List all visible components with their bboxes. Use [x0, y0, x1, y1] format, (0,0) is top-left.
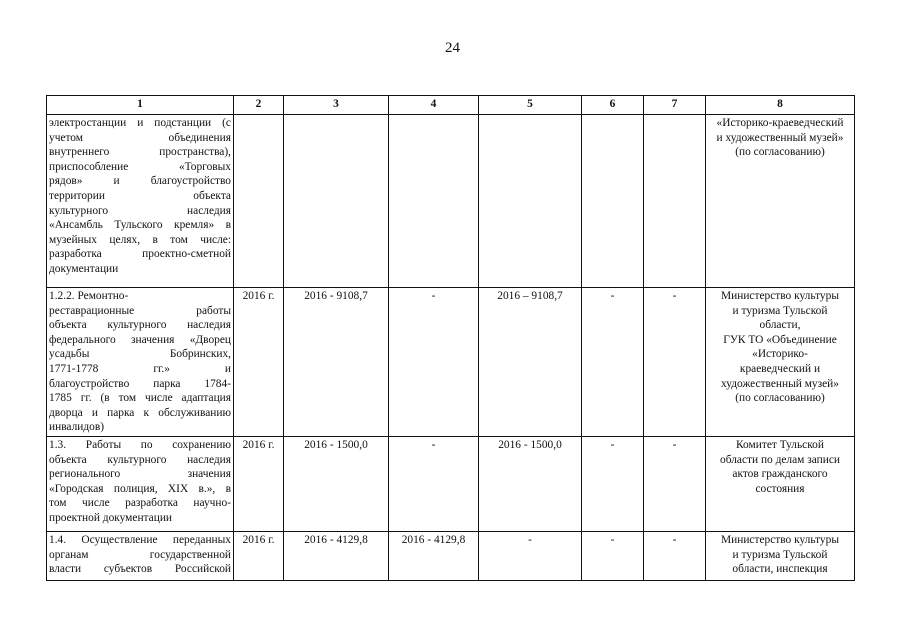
- text-line: том числе разработка научно-: [49, 497, 231, 510]
- text-line: федерального значения «Дворец: [49, 333, 231, 346]
- text-line: и туризма Тульской: [732, 548, 828, 561]
- text-line: инвалидов): [49, 421, 105, 434]
- cell-description: [47, 436, 234, 531]
- text-line: власти субъектов Российской: [49, 563, 231, 576]
- text-line: ГУК ТО «Объединение: [723, 333, 837, 346]
- text-line: 1.4. Осуществление переданных: [49, 533, 231, 546]
- text-line: Комитет Тульской: [736, 438, 824, 451]
- cell-col-4: 2016 - 4129,8: [389, 531, 479, 580]
- cell-year: 2016 г.: [234, 436, 284, 531]
- text-line: области,: [759, 319, 801, 332]
- header-col-7: 7: [644, 96, 706, 115]
- cell-col-7: -: [644, 288, 706, 437]
- cell-col-5: [479, 115, 582, 288]
- text-line: актов гражданского: [732, 468, 828, 481]
- text-line: культурного наследия: [49, 204, 231, 217]
- cell-col-6: -: [582, 531, 644, 580]
- text-line: приспособление «Торговых: [49, 160, 231, 173]
- cell-description: [47, 115, 234, 288]
- text-line: внутреннего пространства),: [49, 146, 231, 159]
- text-line: учетом объединения: [49, 131, 231, 144]
- text-line: области по делам записи: [720, 453, 840, 466]
- text-line: благоустройство парка 1784-: [49, 377, 231, 390]
- text-line: «Историко-краеведческий: [716, 117, 844, 129]
- cell-col-4: -: [389, 288, 479, 437]
- cell-responsible: [706, 115, 855, 288]
- cell-responsible: [706, 288, 855, 437]
- table-row: [47, 115, 855, 288]
- header-col-3: 3: [284, 96, 389, 115]
- cell-col-4: -: [389, 436, 479, 531]
- table-header-row: [47, 96, 855, 115]
- cell-year: 2016 г.: [234, 288, 284, 437]
- text-line: Министерство культуры: [721, 290, 839, 302]
- text-line: и туризма Тульской: [732, 304, 828, 317]
- text-line: 1.3. Работы по сохранению: [49, 438, 231, 451]
- text-line: «Ансамбль Тульского кремля» в: [49, 219, 231, 232]
- cell-col-3: [284, 115, 389, 288]
- text-line: усадьбы Бобринских,: [49, 348, 231, 361]
- table-row: [47, 531, 855, 580]
- table-row: [47, 288, 855, 437]
- cell-col-5: -: [479, 531, 582, 580]
- cell-col-6: -: [582, 436, 644, 531]
- table-row: [47, 436, 855, 531]
- text-line: разработка проектно-сметной: [49, 248, 231, 261]
- cell-description: [47, 531, 234, 580]
- cell-responsible: [706, 436, 855, 531]
- cell-year: 2016 г.: [234, 531, 284, 580]
- text-line: электростанции и подстанции (с: [49, 117, 231, 129]
- text-line: регионального значения: [49, 468, 231, 481]
- text-line: рядов» и благоустройство: [49, 175, 231, 188]
- text-line: художественный музей»: [721, 377, 839, 390]
- header-col-1: 1: [47, 96, 234, 115]
- text-line: объекта культурного наследия: [49, 319, 231, 332]
- text-line: 1.2.2. Ремонтно-: [49, 290, 129, 302]
- text-line: музейных целях, в том числе:: [49, 233, 231, 246]
- header-col-6: 6: [582, 96, 644, 115]
- cell-year: [234, 115, 284, 288]
- cell-col-6: [582, 115, 644, 288]
- cell-col-7: -: [644, 531, 706, 580]
- cell-col-7: -: [644, 436, 706, 531]
- text-line: органам государственной: [49, 548, 231, 561]
- text-line: Министерство культуры: [721, 533, 839, 546]
- text-line: 1785 гг. (в том числе адаптация: [49, 392, 231, 405]
- header-col-2: 2: [234, 96, 284, 115]
- text-line: «Городская полиция, XIX в.», в: [49, 482, 231, 495]
- header-col-4: 4: [389, 96, 479, 115]
- cell-responsible: [706, 531, 855, 580]
- text-line: объекта культурного наследия: [49, 453, 231, 466]
- text-line: и художественный музей»: [716, 131, 844, 144]
- cell-col-3: 2016 - 9108,7: [284, 288, 389, 437]
- text-line: состояния: [755, 482, 805, 495]
- text-line: (по согласованию): [735, 146, 825, 159]
- text-line: территории объекта: [49, 189, 231, 202]
- cell-col-3: 2016 - 4129,8: [284, 531, 389, 580]
- page-number: 24: [445, 40, 460, 56]
- text-line: краеведческий и: [739, 362, 821, 375]
- cell-col-6: -: [582, 288, 644, 437]
- text-line: «Историко-: [752, 348, 808, 361]
- cell-col-5: 2016 – 9108,7: [479, 288, 582, 437]
- document-table: [46, 95, 855, 581]
- text-line: 1771-1778 гг.» и: [49, 362, 231, 375]
- text-line: реставрационные работы: [49, 304, 231, 317]
- text-line: области, инспекция: [732, 563, 828, 576]
- text-line: (по согласованию): [735, 392, 825, 405]
- cell-col-3: 2016 - 1500,0: [284, 436, 389, 531]
- header-col-8: 8: [706, 96, 855, 115]
- cell-col-4: [389, 115, 479, 288]
- text-line: документации: [49, 262, 119, 275]
- header-col-5: 5: [479, 96, 582, 115]
- cell-col-7: [644, 115, 706, 288]
- cell-description: [47, 288, 234, 437]
- text-line: дворца и парка к обслуживанию: [49, 406, 231, 419]
- text-line: проектной документации: [49, 511, 173, 524]
- cell-col-5: 2016 - 1500,0: [479, 436, 582, 531]
